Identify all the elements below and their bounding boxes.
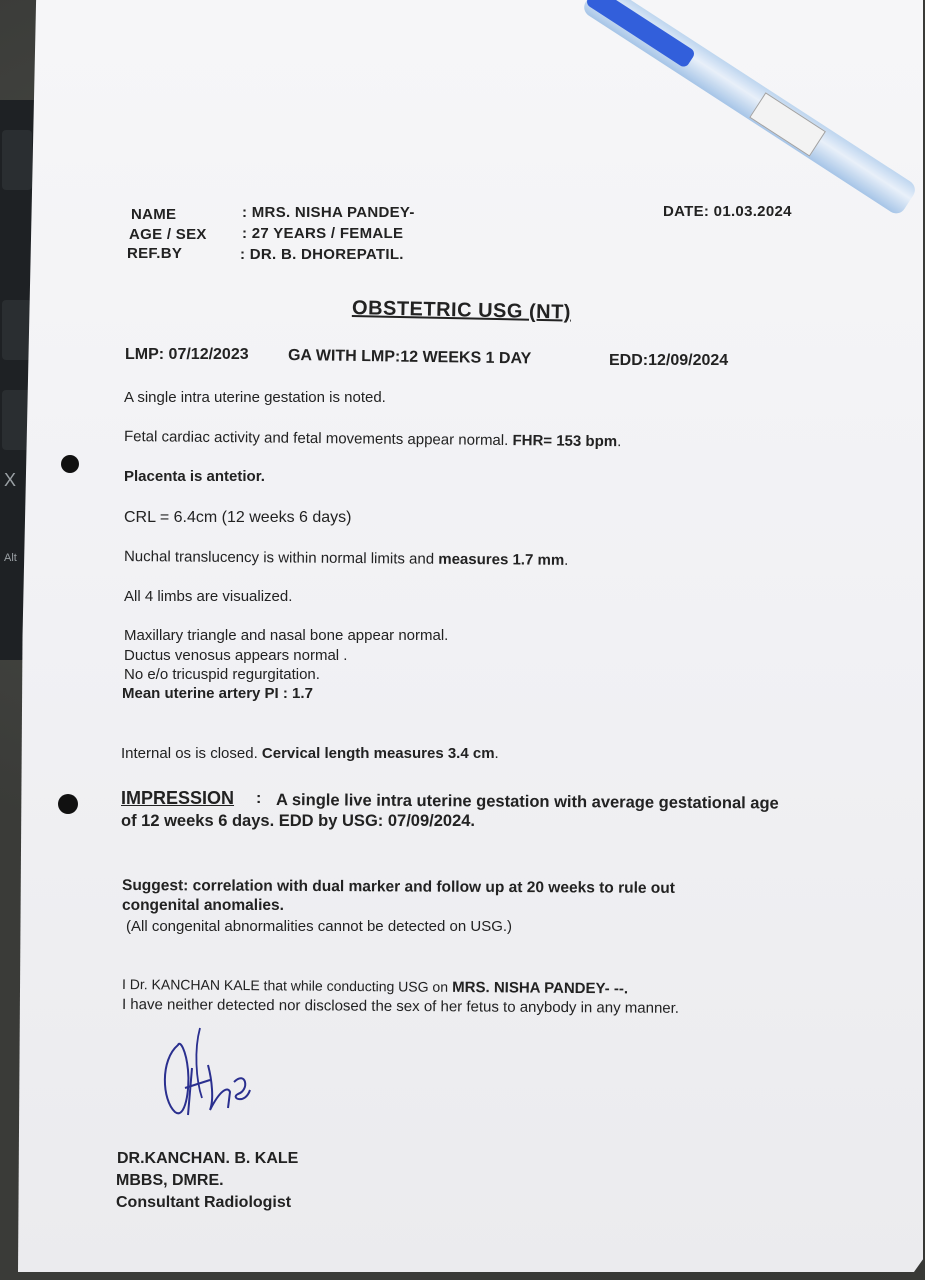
usg-report: NAME : MRS. NISHA PANDEY- AGE / SEX : 27 YEARS / FEMALE REF.BY : DR. B. DHOREPATIL. DATE: 01.03.2024 OBSTETRIC USG (NT) LMP: 07/12/2023 GA WITH LMP:12 WEEKS 1 DAY EDD:12/09/2024 A single intra uterine gestation is noted. Fetal cardiac activity and fetal movements appear normal. FHR= 153 bpm. Placenta is antetior. CRL = 6.4cm (12 weeks 6 days) Nuchal translucency is within normal limits and measures 1.7 mm. All 4 limbs are visualized. Maxillary triangle and nasal bone appear normal. Ductus venosus appears normal . No e/o tricuspid regurgitation. Mean uterine artery PI : 1.7 Internal os is closed. Cervical length measures 3.4 cm. IMPRESSION : A single live intra uterine gestation with average gestational age of 12 weeks 6 days. EDD by USG: 07/09/2024. Suggest: correlation with dual marker and follow up at 20 weeks to rule out congenital anomalies. (All congenital abnormalities cannot be detected on USG.) I Dr. KANCHAN KALE that while conducting USG on MRS. NISHA PANDEY- --. I have neither detected nor disclosed the sex of her fetus to anybody in any manner. DR.KANCHAN. B. KALE MBBS, DMRE. Consultant Radiologist bbox=[0, 0, 925, 1280]
laptop-edge: X Alt bbox=[0, 100, 40, 660]
fhr-value: FHR= 153 bpm bbox=[512, 432, 618, 451]
ref-by-label: REF.BY bbox=[127, 245, 183, 262]
suggest-line-2: congenital anomalies. bbox=[122, 897, 284, 914]
finding-maxillary: Maxillary triangle and nasal bone appear normal. bbox=[124, 627, 449, 644]
signatory-degree: MBBS, DMRE. bbox=[116, 1172, 224, 1189]
cervical-length: Cervical length measures 3.4 cm bbox=[261, 745, 495, 762]
report-title: OBSTETRIC USG (NT) bbox=[351, 297, 572, 324]
finding-gestation: A single intra uterine gestation is noted. bbox=[124, 389, 386, 406]
name-label: NAME bbox=[131, 206, 177, 223]
finding-uterine-pi: Mean uterine artery PI : 1.7 bbox=[122, 685, 313, 702]
declaration-doctor: I Dr. KANCHAN KALE that while conducting USG on bbox=[121, 976, 449, 995]
finding-tricuspid: No e/o tricuspid regurgitation. bbox=[124, 666, 320, 683]
impression-line-2: of 12 weeks 6 days. EDD by USG: 07/09/2024. bbox=[121, 812, 476, 830]
declaration-patient: MRS. NISHA PANDEY- --. bbox=[452, 978, 629, 998]
report-date: DATE: 01.03.2024 bbox=[663, 203, 792, 220]
finding-cervix: Internal os is closed. Cervical length measures 3.4 cm. bbox=[121, 745, 499, 762]
impression-line-1: A single live intra uterine gestation with average gestational age bbox=[275, 791, 779, 813]
suggest-line-3: (All congenital abnormalities cannot be detected on USG.) bbox=[126, 918, 513, 935]
finding-limbs: All 4 limbs are visualized. bbox=[124, 588, 293, 605]
ref-by-value: : DR. B. DHOREPATIL. bbox=[240, 246, 404, 263]
nt-text: Nuchal translucency is within normal limits and bbox=[123, 548, 435, 568]
os-text: Internal os is closed. bbox=[121, 745, 258, 762]
gestational-age-lmp: GA WITH LMP:12 WEEKS 1 DAY bbox=[287, 347, 532, 368]
finding-placenta: Placenta is antetior. bbox=[124, 468, 265, 485]
finding-cardiac: Fetal cardiac activity and fetal movements appear normal. FHR= 153 bpm. bbox=[123, 428, 622, 451]
finding-nt: Nuchal translucency is within normal limits and measures 1.7 mm. bbox=[123, 548, 569, 569]
finding-ductus: Ductus venosus appears normal . bbox=[124, 647, 348, 664]
signatory-role: Consultant Radiologist bbox=[116, 1194, 292, 1211]
patient-name: : MRS. NISHA PANDEY- bbox=[242, 204, 415, 221]
age-sex-label: AGE / SEX bbox=[129, 226, 207, 243]
nt-value: measures 1.7 mm bbox=[438, 550, 565, 569]
signatory-name: DR.KANCHAN. B. KALE bbox=[117, 1150, 299, 1167]
punch-hole-mark bbox=[61, 455, 79, 473]
suggest-line-1: Suggest: correlation with dual marker and follow up at 20 weeks to rule out bbox=[121, 877, 675, 897]
declaration-line-1 bbox=[122, 976, 628, 997]
cardiac-text: Fetal cardiac activity and fetal movements appear normal. bbox=[123, 428, 509, 450]
punch-hole-mark bbox=[58, 794, 78, 814]
age-sex-value: : 27 YEARS / FEMALE bbox=[242, 225, 404, 242]
declaration-line-2: I have neither detected nor disclosed the sex of her fetus to anybody in any manner. bbox=[121, 996, 680, 1017]
finding-crl: CRL = 6.4cm (12 weeks 6 days) bbox=[124, 509, 352, 526]
edd-date: EDD:12/09/2024 bbox=[609, 352, 729, 369]
lmp-date: LMP: 07/12/2023 bbox=[125, 346, 249, 363]
impression-label: IMPRESSION bbox=[121, 788, 235, 808]
